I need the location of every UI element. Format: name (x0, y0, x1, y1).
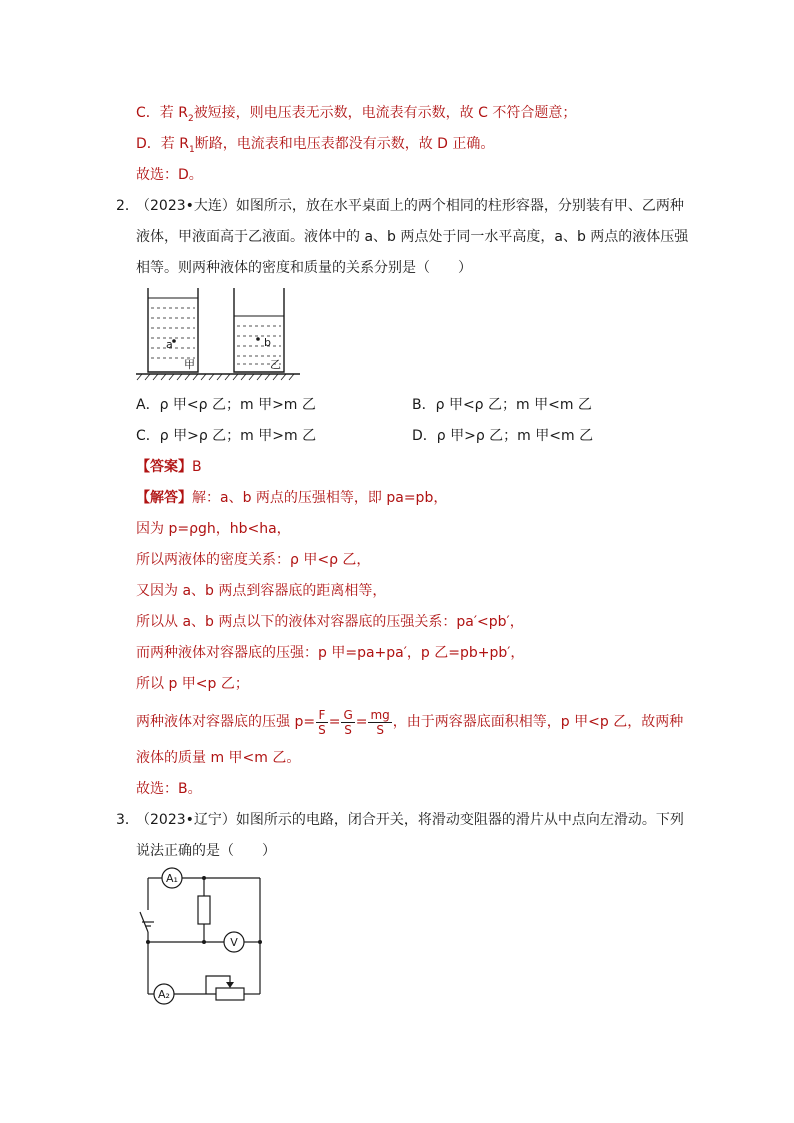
q2-analysis-5: 所以从 a、b 两点以下的液体对容器底的压强关系：pa′<pb′， (136, 614, 524, 630)
q2-option-b: B．ρ 甲<ρ 乙；m 甲<m 乙 (412, 397, 592, 413)
q2-stem-line2: 液体，甲液面高于乙液面。液体中的 a、b 两点处于同一水平高度，a、b 两点的液体压强 (136, 229, 689, 245)
q2-option-d: D．ρ 甲>ρ 乙；m 甲<m 乙 (412, 428, 594, 444)
fraction-mg-s: $\frac{mg}{S}$ (370, 707, 390, 737)
q2-analysis-3: 所以两液体的密度关系：ρ 甲<ρ 乙， (136, 552, 371, 568)
ammeter-a2-label: A₂ (158, 988, 170, 1001)
q1-option-c: C．若 $R_2$被短接，则电压表无示数，电流表有示数，故 C 不符合题意； (136, 105, 577, 124)
label-yi: 乙 (270, 358, 281, 371)
q2-choice: 故选：B。 (136, 781, 202, 797)
q2-option-a: A．ρ 甲<ρ 乙；m 甲>m 乙 (136, 397, 316, 413)
analysis-tag: 【解答】 (136, 490, 192, 506)
ammeter-a1-label: A₁ (166, 872, 178, 885)
q2-analysis-9: 液体的质量 m 甲<m 乙。 (136, 750, 301, 766)
q2-analysis-8: 两种液体对容器底的压强 p= $\frac{F}{S}$ = $\frac{G}{S}$ = $\frac{mg}{S}$ ，由于两容器底面积相等，p 甲<p 乙，故两种 (136, 707, 684, 737)
q2-containers-figure (134, 282, 304, 382)
q2-number: 2． (116, 198, 139, 214)
q2-analysis-1: 【解答】解：a、b 两点的压强相等，即 pa=pb， (136, 490, 448, 506)
label-b: b (264, 336, 271, 349)
q1-choice: 故选：D。 (136, 167, 203, 183)
answer-tag: 【答案】 (136, 459, 192, 475)
q3-number: 3． (116, 812, 139, 828)
label-jia: 甲 (184, 358, 195, 371)
q2-analysis-2: 因为 p=ρgh，hb<ha， (136, 521, 291, 537)
slider-arrow-icon (226, 982, 234, 988)
q2-analysis-4: 又因为 a、b 两点到容器底的距离相等， (136, 583, 387, 599)
fraction-f-s: $\frac{F}{S}$ (318, 707, 326, 737)
q3-stem-line2: 说法正确的是（ ） (136, 843, 276, 859)
q2-option-c: C．ρ 甲>ρ 乙；m 甲>m 乙 (136, 428, 317, 444)
voltmeter-label: V (230, 936, 238, 949)
q1-option-d: D．若 $R_1$断路，电流表和电压表都没有示数，故 D 正确。 (136, 136, 495, 155)
point-b-dot (256, 337, 260, 341)
q2-analysis-7: 所以 p 甲<p 乙； (136, 676, 249, 692)
q2-analysis-6: 而两种液体对容器底的压强：p 甲=pa+pa′，p 乙=pb+pb′， (136, 645, 525, 661)
q2-stem-line3: 相等。则两种液体的密度和质量的关系分别是（ ） (136, 260, 472, 276)
answer-value: B (192, 459, 202, 475)
q2-answer (136, 457, 202, 477)
label-a: a (166, 338, 173, 351)
fraction-g-s: $\frac{G}{S}$ (343, 707, 353, 737)
q3-stem-line1: （2023•辽宁）如图所示的电路，闭合开关，将滑动变阻器的滑片从中点向左滑动。下列 (136, 812, 684, 828)
q2-stem-line1: （2023•大连）如图所示，放在水平桌面上的两个相同的柱形容器，分别装有甲、乙两种 (136, 198, 684, 214)
q3-circuit-figure (136, 866, 272, 1008)
